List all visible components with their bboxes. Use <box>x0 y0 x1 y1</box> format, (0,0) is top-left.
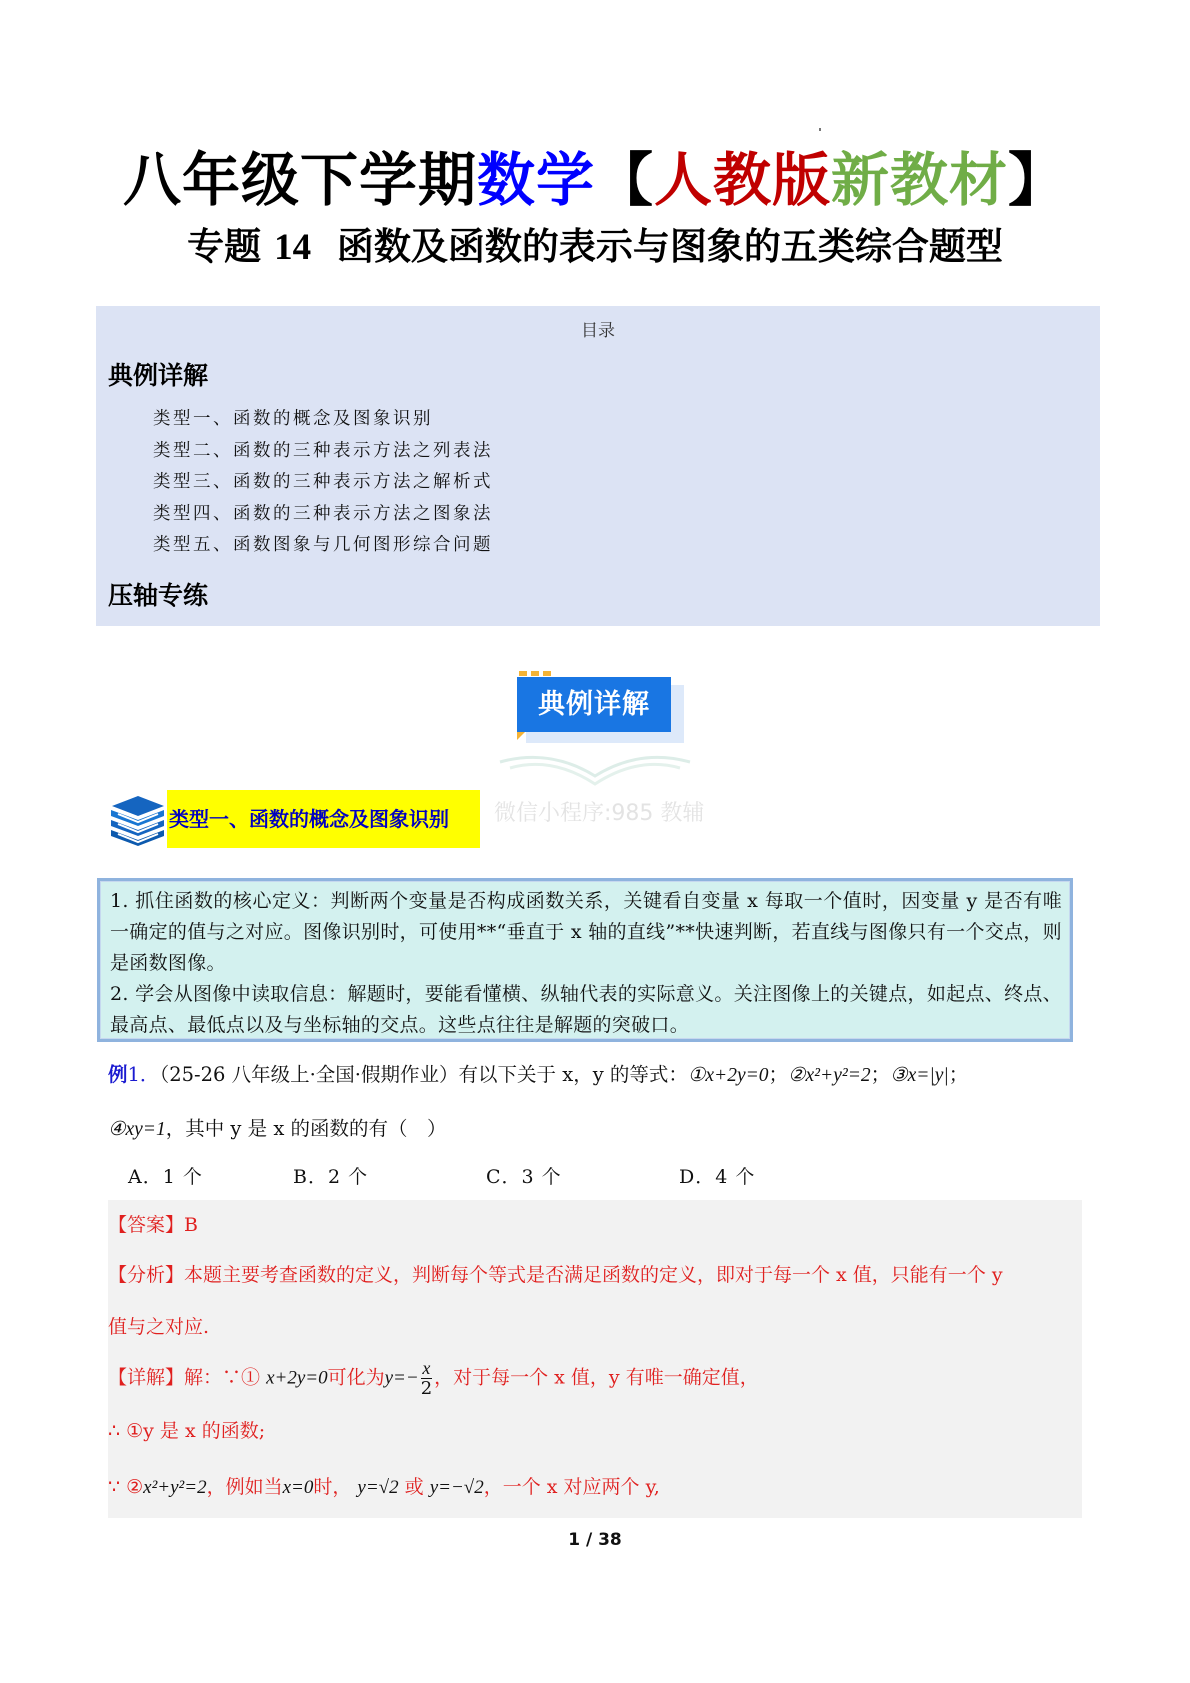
table-of-contents <box>96 306 1100 626</box>
equation-3: ③x=|y| <box>890 1065 949 1086</box>
option-c-letter: C． <box>486 1166 522 1188</box>
question-line-2 <box>108 1112 1088 1166</box>
equation-4: ④xy=1 <box>108 1119 166 1140</box>
equation-1: ①x+2y=0 <box>687 1065 769 1086</box>
option-d-text: 4 个 <box>715 1166 756 1188</box>
question-stem: 有以下关于 x，y 的等式： <box>458 1063 688 1086</box>
option-b-text: 2 个 <box>327 1166 369 1188</box>
document-title <box>0 146 1190 214</box>
toc-title: 目录 <box>581 321 615 341</box>
question-line-1: 例1．（25-26 八年级上·全国·假期作业）有以下关于 x，y 的等式：①x+2y=0；②x²+y²=2；③x=|y|； <box>108 1063 969 1086</box>
detail-line-3 <box>108 1472 660 1503</box>
fraction-numerator: x <box>422 1358 431 1378</box>
option-b-letter: B． <box>293 1166 328 1188</box>
question-ask: ，其中 y 是 x 的函数的有（ ） <box>165 1117 447 1140</box>
option-a-text: 1 个 <box>162 1166 203 1188</box>
open-book-watermark-icon <box>490 748 700 790</box>
toc-item-type-1[interactable]: 类型一、函数的概念及图象识别 <box>153 409 433 429</box>
question-source: （25-26 八年级上·全国·假期作业） <box>159 1063 459 1086</box>
answer-label: 【答案】 <box>108 1214 185 1236</box>
badge-label: 典例详解 <box>517 677 671 732</box>
detail-1-lhs: y=− <box>384 1367 419 1389</box>
detail-1-equation: x+2y=0 <box>266 1367 328 1389</box>
detail-line-1 <box>108 1358 759 1399</box>
toc-item-type-5[interactable]: 类型五、函数图象与几何图形综合问题 <box>153 535 493 555</box>
books-stack-icon <box>108 792 166 846</box>
title-part-edition: 新教材 <box>831 146 1009 214</box>
option-a-letter: A． <box>128 1166 163 1188</box>
detail-3-when: 时， <box>313 1476 352 1498</box>
equation-2: ②x²+y²=2 <box>788 1065 871 1086</box>
document-subtitle <box>0 224 1190 271</box>
tip-paragraph-2: 2. 学会从图像中读取信息：解题时，要能看懂横、纵轴代表的实际意义。关注图像上的关键点，如起点、终点、最高点、最低点以及与坐标轴的交点。这些点往往是解题的突破口。 <box>110 983 1062 1036</box>
title-part-publisher: 人教版 <box>654 146 832 214</box>
analysis-text-1: 本题主要考查函数的定义，判断每个等式是否满足函数的定义，即对于每一个 x 值，只能有一个 y <box>184 1264 1003 1286</box>
detail-1-conclusion: ，对于每一个 x 值，y 有唯一确定值， <box>434 1366 759 1389</box>
page-number: 1 / 38 <box>568 1530 622 1550</box>
subtitle-prefix: 专题 <box>187 225 262 268</box>
toc-section-practice[interactable]: 压轴专练 <box>108 581 209 610</box>
detail-3-connector: ，例如当 <box>206 1476 283 1498</box>
option-c-text: 3 个 <box>521 1166 562 1188</box>
toc-item-type-3[interactable]: 类型三、函数的三种表示方法之解析式 <box>153 472 493 492</box>
analysis-line-2: 值与之对应. <box>108 1316 210 1338</box>
detail-3-equation: x²+y²=2 <box>143 1477 207 1498</box>
section-badge <box>490 660 700 790</box>
example-question <box>108 1058 1088 1166</box>
stray-mark <box>819 128 821 131</box>
analysis-label: 【分析】 <box>108 1264 185 1286</box>
answer-line <box>108 1210 198 1240</box>
fraction-x-over-2 <box>421 1358 432 1399</box>
option-c[interactable] <box>486 1160 562 1194</box>
toc-item-type-2[interactable]: 类型二、函数的三种表示方法之列表法 <box>153 440 493 461</box>
detail-3-x-value: x=0 <box>282 1477 314 1498</box>
option-a[interactable] <box>128 1160 203 1194</box>
toc-list <box>153 404 493 562</box>
detail-3-y-negative: y=−√2 <box>429 1477 484 1498</box>
subtitle-number: 14 <box>274 227 312 268</box>
badge-dots-icon <box>519 671 551 676</box>
tip-paragraph-1: 1. 抓住函数的核心定义：判断两个变量是否构成函数关系，关键看自变量 x 每取一个值时，因变量 y 是否有唯一确定的值与之对应。图像识别时，可使用**“垂直于 x 轴的直线”**快速判断，若直线与图像只有一个交点，则是函数图像。 <box>110 890 1062 974</box>
answer-options <box>0 1160 1190 1194</box>
badge-fold-icon <box>517 732 525 740</box>
option-d-letter: D． <box>679 1166 716 1188</box>
answer-value: B <box>184 1214 198 1236</box>
watermark-text: 微信小程序:985 教辅 <box>494 801 705 826</box>
detail-3-or: 或 <box>404 1476 424 1498</box>
fraction-denominator: 2 <box>420 1378 433 1399</box>
analysis-line-1 <box>108 1260 1003 1290</box>
title-part-grade: 八年级下学期 <box>122 146 477 214</box>
detail-3-conclusion: ，一个 x 对应两个 y, <box>483 1476 660 1498</box>
detail-line-2: ∴ ①y 是 x 的函数; <box>108 1420 266 1442</box>
detail-1-connector: 可化为 <box>327 1366 385 1389</box>
tips-box <box>97 878 1073 1042</box>
answer-explanation <box>108 1200 1082 1518</box>
toc-section-examples[interactable]: 典例详解 <box>108 361 209 390</box>
option-d[interactable] <box>679 1160 755 1194</box>
detail-1-prefix: 解：∵① <box>184 1366 261 1389</box>
detail-3-y-positive: y=√2 <box>357 1477 399 1498</box>
toc-item-type-4[interactable]: 类型四、函数的三种表示方法之图象法 <box>153 503 493 524</box>
option-b[interactable] <box>293 1160 368 1194</box>
subtitle-text: 函数及函数的表示与图象的五类综合题型 <box>336 225 1003 268</box>
section-heading: 类型一、函数的概念及图象识别 <box>167 790 480 848</box>
example-number: 1． <box>127 1063 160 1086</box>
title-bracket-open: 【 <box>594 146 654 214</box>
title-part-subject: 数学 <box>476 146 595 214</box>
detail-label: 【详解】 <box>108 1366 185 1389</box>
detail-3-prefix: ∵ ② <box>108 1476 144 1498</box>
example-tag: 例 <box>108 1063 128 1086</box>
title-bracket-close: 】 <box>1008 146 1068 214</box>
